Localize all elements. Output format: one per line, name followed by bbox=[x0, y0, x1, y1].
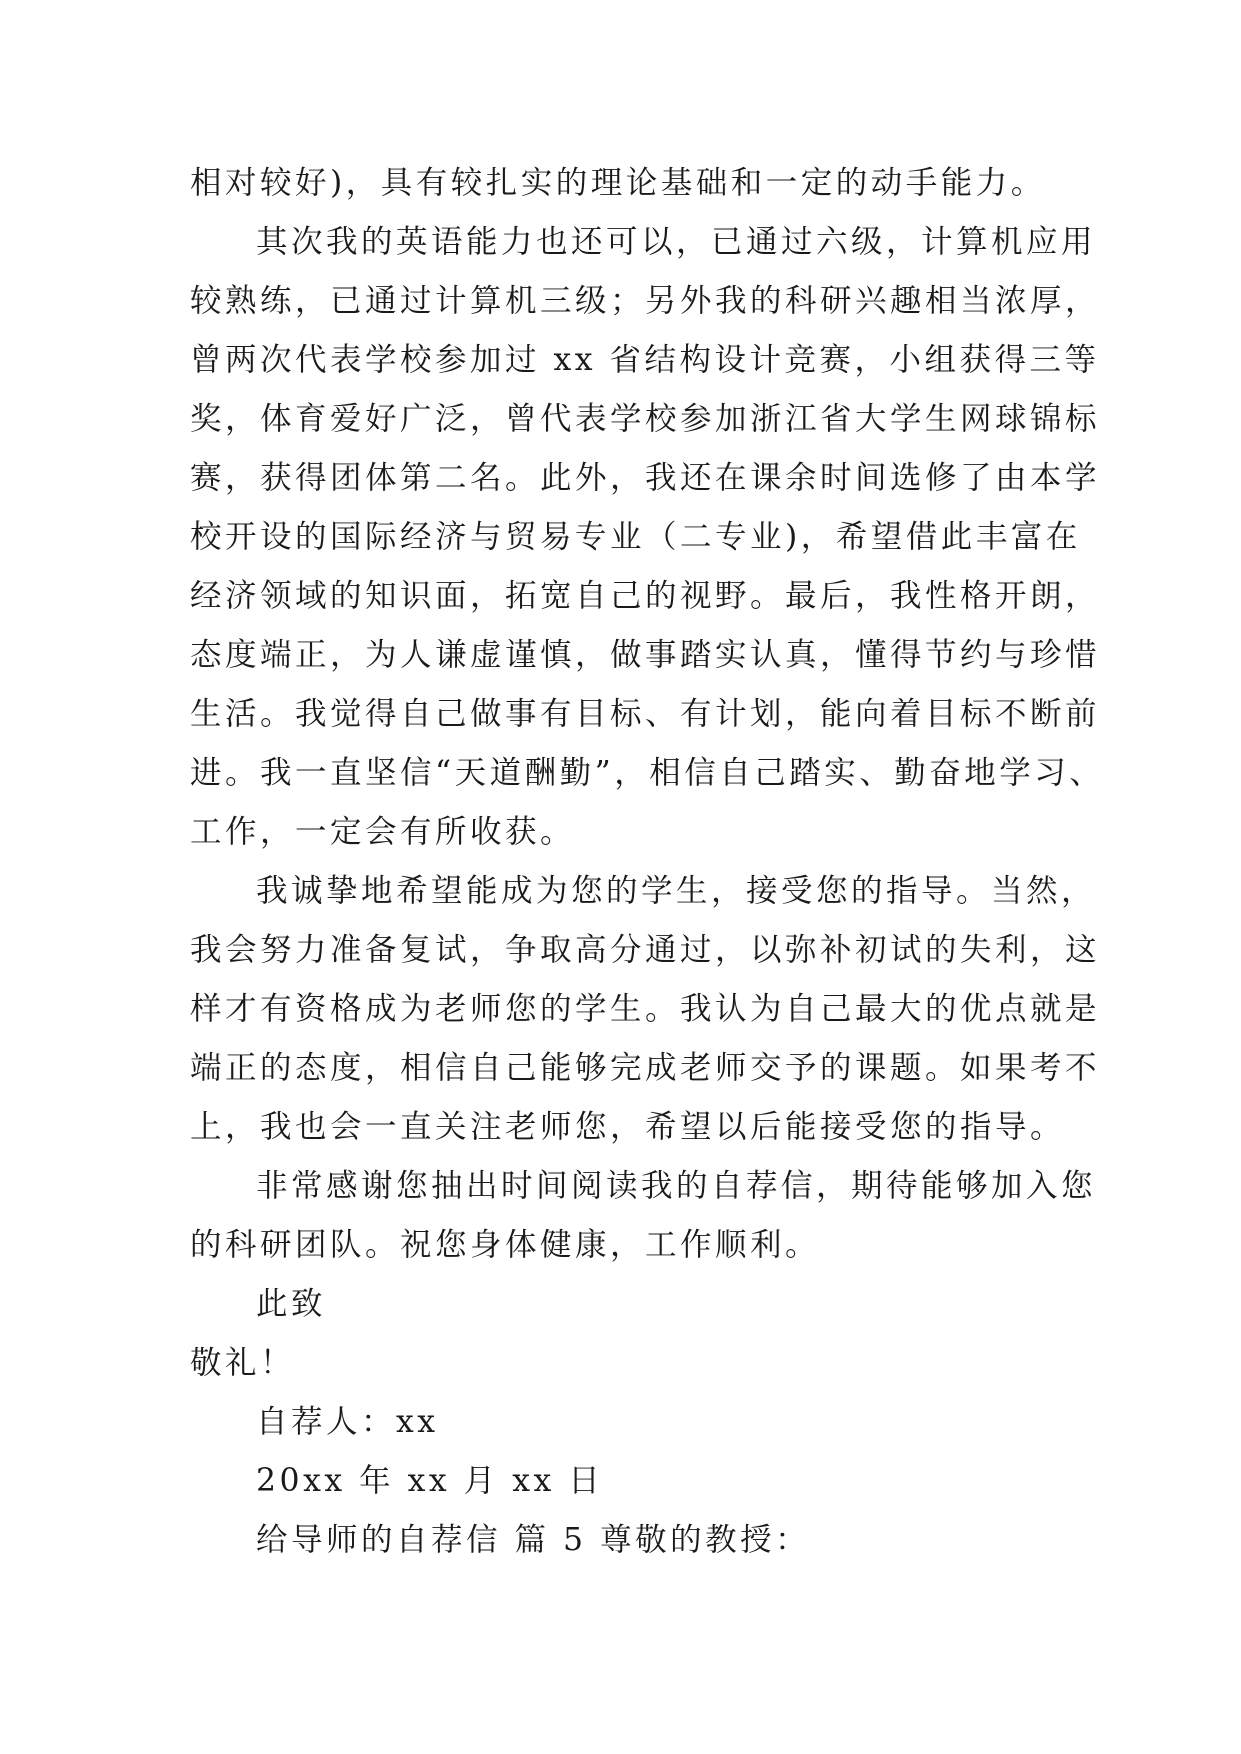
text-line: 相对较好)，具有较扎实的理论基础和一定的动手能力。 bbox=[190, 165, 1046, 201]
text-line: 工作，一定会有所收获。 bbox=[190, 814, 576, 850]
text-line: 生活。我觉得自己做事有目标、有计划，能向着目标不断前 bbox=[190, 696, 1101, 732]
text-line: 较熟练，已通过计算机三级；另外我的科研兴趣相当浓厚， bbox=[190, 283, 1101, 319]
text-line: 我诚挚地希望能成为您的学生，接受您的指导。当然， bbox=[256, 873, 1097, 909]
text-line: 曾两次代表学校参加过 xx 省结构设计竞赛，小组获得三等 bbox=[190, 342, 1100, 378]
text-line: 20xx 年 xx 月 xx 日 bbox=[256, 1463, 604, 1499]
letter-body bbox=[190, 154, 1105, 1570]
text-line: 非常感谢您抽出时间阅读我的自荐信，期待能够加入您 bbox=[256, 1168, 1097, 1204]
text-line: 进。我一直坚信“天道酬勤”，相信自己踏实、勤奋地学习、 bbox=[190, 755, 1105, 791]
text-line: 的科研团队。祝您身体健康，工作顺利。 bbox=[190, 1227, 821, 1263]
text-line: 此致 bbox=[256, 1286, 327, 1322]
text-line: 我会努力准备复试，争取高分通过，以弥补初试的失利，这 bbox=[190, 932, 1101, 968]
text-line: 经济领域的知识面，拓宽自己的视野。最后，我性格开朗， bbox=[190, 578, 1101, 614]
text-line: 态度端正，为人谦虚谨慎，做事踏实认真，懂得节约与珍惜 bbox=[190, 637, 1101, 673]
text-line: 校开设的国际经济与贸易专业（二专业)，希望借此丰富在 bbox=[190, 519, 1081, 555]
text-line: 样才有资格成为老师您的学生。我认为自己最大的优点就是 bbox=[190, 991, 1101, 1027]
text-line: 其次我的英语能力也还可以，已通过六级，计算机应用 bbox=[256, 224, 1097, 260]
text-line: 敬礼！ bbox=[190, 1345, 296, 1381]
text-line: 奖，体育爱好广泛，曾代表学校参加浙江省大学生网球锦标 bbox=[190, 401, 1101, 437]
text-line: 端正的态度，相信自己能够完成老师交予的课题。如果考不 bbox=[190, 1050, 1101, 1086]
text-line: 自荐人：xx bbox=[256, 1404, 439, 1440]
text-line: 上，我也会一直关注老师您，希望以后能接受您的指导。 bbox=[190, 1109, 1066, 1145]
text-line: 赛，获得团体第二名。此外，我还在课余时间选修了由本学 bbox=[190, 460, 1101, 496]
text-line: 给导师的自荐信 篇 5 尊敬的教授： bbox=[256, 1522, 811, 1558]
